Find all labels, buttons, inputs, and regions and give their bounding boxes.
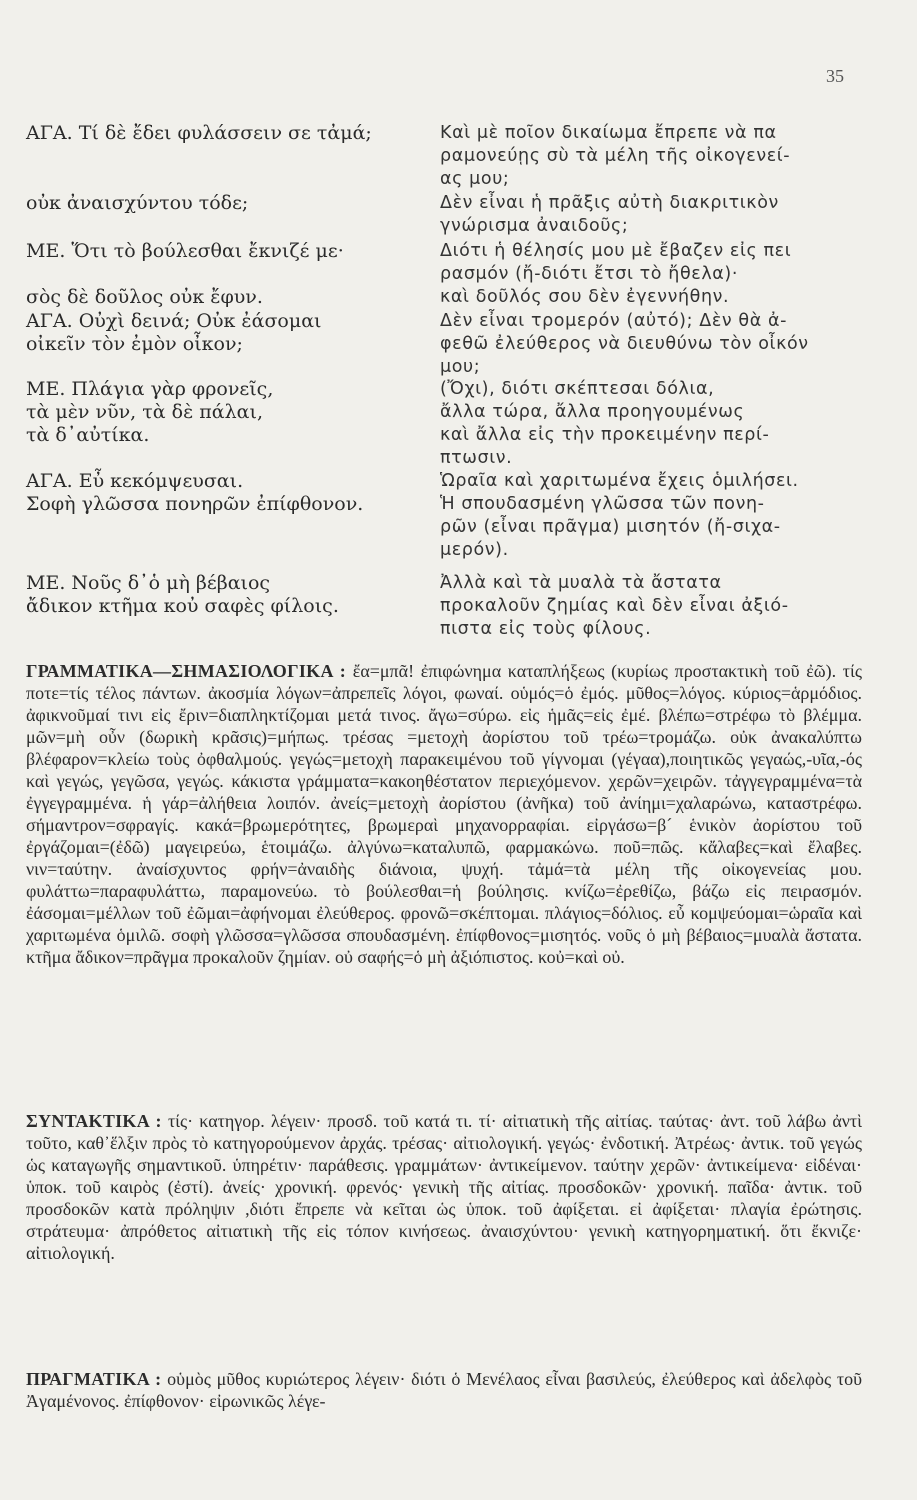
verse-line: Σοφὴ γλῶσσα πονηρῶν ἐπίφθονον. — [26, 493, 364, 515]
modern-greek-translation — [440, 572, 789, 641]
verse-line — [26, 263, 344, 286]
translation-line: πτωσιν. — [440, 448, 513, 468]
translation-line: (Ὄχι), διότι σκέπτεσαι δόλια, — [440, 379, 715, 399]
syntaktika-notes — [26, 1110, 862, 1264]
translation-line: προκαλοῦν ζημίας καὶ δὲν εἶναι ἀξιό- — [440, 596, 789, 616]
page-number: 35 — [826, 66, 844, 86]
verse-line: ΜΕ. Νοῦς δ᾽ὁ μὴ βέβαιος — [26, 572, 271, 594]
translation-line: φεθῶ ἐλεύθερος νὰ διευθύνω τὸν οἶκόν — [440, 334, 809, 354]
translation-line: ας μου; — [440, 169, 510, 189]
ancient-greek-verse — [26, 470, 363, 516]
pragmatika-text: οὑμὸς μῦθος κυριώτερος λέγειν· διότι ὁ Μενέλαος εἶναι βασιλεύς, ἐλεύθερος καὶ ἀδελφὸς τοῦ Ἀγαμένονος. ἐπίφθονον· εἰρωνικῶς λέγε- — [26, 1369, 862, 1411]
translation-line: Ἡ σπουδασμένη γλῶσσα τῶν πονη- — [440, 494, 765, 514]
syntaktika-text: τίς· κατηγορ. λέγειν· προσδ. τοῦ κατά τι. τί· αἰτιατικὴ τῆς αἰτίας. ταύτας· ἀντ. τοῦ λάβω ἀντὶ τοῦτο, καθ᾽ἕλξιν πρὸς τὸ κατηγορούμενον ἀρχάς. τρέσας· αἰτιολογική. γεγώς· ἐνδοτική. Ἀτρέως· ἀντικ. τοῦ γεγώς ὡς καταγωγῆς σημαντικοῦ. ὑπηρέτιν· παράθεσις. γραμμάτων· ἀντικείμενον. ταύτην χερῶν· ἀντικείμενα· εἰδέναι· ὑποκ. τοῦ καιρὸς (ἐστί). ἀνείς· χρονική. φρενός· γενικὴ τῆς αἰτίας. προσδοκῶν· χρονική. παῖδα· ἀντικ. τοῦ προσδοκῶν κατὰ πρόληψιν ,διότι ἔπρεπε νὰ κεῖται ὡς ὑποκ. τοῦ ἀφίξεται. εἰ ἀφίξεται· πλαγία ἐρώτησις. στράτευμα· ἀπρόθετος αἰτιατικὴ τῆς εἰς τόπον κινήσεως. ἀναισχύντου· γενικὴ κατηγορηματική. ὅτι ἔκνιζε· αἰτιολογική. — [26, 1111, 863, 1263]
translation-line: ρασμόν (ἤ-διότι ἔτσι τὸ ἤθελα)· — [440, 264, 739, 284]
translation-line: καὶ ἄλλα εἰς τὴν προκειμένην περί- — [440, 425, 770, 445]
verse-line: ἄδικον κτῆμα κοὐ σαφὲς φίλοις. — [26, 595, 339, 617]
modern-greek-translation — [440, 122, 790, 191]
translation-line: ἄλλα τώρα, ἄλλα προηγουμένως — [440, 402, 745, 422]
translation-line: Διότι ἡ θέλησίς μου μὲ ἔβαζεν εἰς πει — [440, 241, 792, 261]
verse-line: σὸς δὲ δοῦλος οὐκ ἔφυν. — [26, 286, 263, 308]
grammatika-text: ἔα=μπᾶ! ἐπιφώνημα καταπλήξεως (κυρίως προστακτικὴ τοῦ ἐῶ). τίς ποτε=τίς τέλος πάντων. ἀκοσμία λόγων=ἀπρεπεῖς λόγοι, φωναί. οὑμός=ὁ ἐμός. μῦθος=λόγος. κύριος=ἁρμόδιος. ἀφικνοῦμαί τινι εἰς ἔριν=διαπληκτίζομαι μετά τινος. ἄγω=σύρω. εἰς ἡμᾶς=εἰς ἐμέ. βλέπω=στρέφω τὸ βλέμμα. μῶν=μὴ οὖν (δωρικὴ κρᾶσις)=μήπως. τρέσας =μετοχὴ ἀορίστου τοῦ τρέω=τρομάζω. οὐκ ἀνακαλύπτω βλέφαρον=κλείω τοὺς ὀφθαλμούς. γεγώς=μετοχὴ παρακειμένου τοῦ γίγνομαι (γέγαα),ποιητικῶς γεγαώς,-υῖα,-ός καὶ γεγώς, γεγῶσα, γεγώς. κάκιστα γράμματα=κακοηθέστατον περιεχόμενον. χερῶν=χειρῶν. τἀγγεγραμμένα=τὰ ἐγγεγραμμένα. ἡ γάρ=ἀλήθεια λοιπόν. ἀνείς=μετοχὴ ἀορίστου (ἀνῆκα) τοῦ ἀνίημι=χαλαρώνω, καταστρέφω. σήμαντρον=σφραγίς. κακά=βρωμερότητες, βρωμεραὶ μηχανορραφίαι. εἰργάσω=β´ ἑνικὸν ἀορίστου τοῦ ἐργάζομαι=(ἐδῶ) μαγειρεύω, ἑτοιμάζω. ἀλγύνω=καταλυπῶ, φαρμακώνω. ποῦ=πῶς. κἄλαβες=καὶ ἔλαβες. νιν=ταύτην. ἀναίσχυντος φρήν=ἀναιδὴς διάνοια, ψυχή. τἀμά=τὰ μέλη τῆς οἰκογενείας μου. φυλάττω=παραφυλάττω, παραμονεύω. τὸ βούλεσθαι=ἡ βούλησις. κνίζω=ἐρεθίζω, βάζω εἰς πειρασμόν. ἐάσομαι=μέλλων τοῦ ἐῶμαι=ἀφήνομαι ἐλεύθερος. φρονῶ=σκέπτομαι. πλάγιος=δόλιος. εὖ κομψεύομαι=ὡραῖα καὶ χαριτωμένα ὁμιλῶ. σοφὴ γλῶσσα=γλῶσσα σπουδασμένη. ἐπίφθονος=μισητός. νοῦς ὁ μὴ βέβαιος=μυαλὰ ἄστατα. κτῆμα ἄδικον=πρᾶγμα προκαλοῦν ζημίαν. οὐ σαφής=ὁ μὴ ἀξιόπιστος. κοὐ=καὶ οὐ. — [26, 661, 862, 967]
translation-line: Ὡραῖα καὶ χαριτωμένα ἔχεις ὁμιλήσει. — [440, 471, 799, 491]
verse-line: οὐκ ἀναισχύντου τόδε; — [26, 192, 249, 214]
verse-line: ΑΓΑ. Εὖ κεκόμψευσαι. — [26, 470, 244, 492]
verse-line: ΜΕ. Πλάγια γὰρ φρονεῖς, — [26, 378, 274, 400]
translation-line: ρῶν (εἶναι πρᾶγμα) μισητόν (ἤ-σιχα- — [440, 517, 781, 537]
pragmatika-heading: ΠΡΑΓΜΑΤΙΚΑ : — [26, 1369, 162, 1389]
translation-line: μου; — [440, 357, 481, 377]
ancient-greek-verse — [26, 122, 372, 145]
verse-line: τὰ μὲν νῦν, τὰ δὲ πάλαι, — [26, 401, 263, 423]
ancient-greek-verse — [26, 310, 322, 356]
translation-line: γνώρισμα ἀναιδοῦς; — [440, 216, 629, 236]
ancient-greek-verse — [26, 572, 339, 618]
modern-greek-translation — [440, 310, 809, 379]
ancient-greek-verse — [26, 378, 273, 447]
translation-line: Καὶ μὲ ποῖον δικαίωμα ἔπρεπε νὰ πα — [440, 123, 777, 143]
translation-line: Ἀλλὰ καὶ τὰ μυαλὰ τὰ ἄστατα — [440, 573, 722, 593]
grammatika-heading: ΓΡΑΜΜΑΤΙΚΑ—ΣΗΜΑΣΙΟΛΟΓΙΚΑ : — [26, 661, 347, 681]
modern-greek-translation — [440, 192, 779, 238]
verse-line: ΑΓΑ. Τί δὲ ἔδει φυλάσσειν σε τἀμά; — [26, 122, 372, 144]
modern-greek-translation — [440, 470, 799, 562]
modern-greek-translation — [440, 240, 791, 309]
syntaktika-heading: ΣΥΝΤΑΚΤΙΚΑ : — [26, 1111, 162, 1131]
modern-greek-translation — [440, 378, 769, 470]
translation-line: μερόν). — [440, 540, 509, 560]
verse-line: ΜΕ. Ὅτι τὸ βούλεσθαι ἔκνιζέ με· — [26, 240, 344, 262]
translation-line: Δὲν εἶναι τρομερόν (αὐτό); Δὲν θὰ ἀ- — [440, 311, 788, 331]
verse-line: τὰ δ᾽αὐτίκα. — [26, 424, 150, 446]
ancient-greek-verse — [26, 192, 248, 215]
ancient-greek-verse — [26, 240, 344, 309]
translation-line: ραμονεύῃς σὺ τὰ μέλη τῆς οἰκογενεί- — [440, 146, 791, 166]
translation-line: πιστα εἰς τοὺς φίλους. — [440, 619, 652, 639]
verse-line: ΑΓΑ. Οὐχὶ δεινά; Οὐκ ἐάσομαι — [26, 310, 322, 332]
verse-line: οἰκεῖν τὸν ἐμὸν οἶκον; — [26, 333, 243, 355]
translation-line: Δὲν εἶναι ἡ πρᾶξις αὐτὴ διακριτικὸν — [440, 193, 779, 213]
translation-line: καὶ δοῦλός σου δὲν ἐγεννήθην. — [440, 287, 730, 307]
pragmatika-notes — [26, 1368, 862, 1412]
grammatika-notes — [26, 660, 862, 968]
